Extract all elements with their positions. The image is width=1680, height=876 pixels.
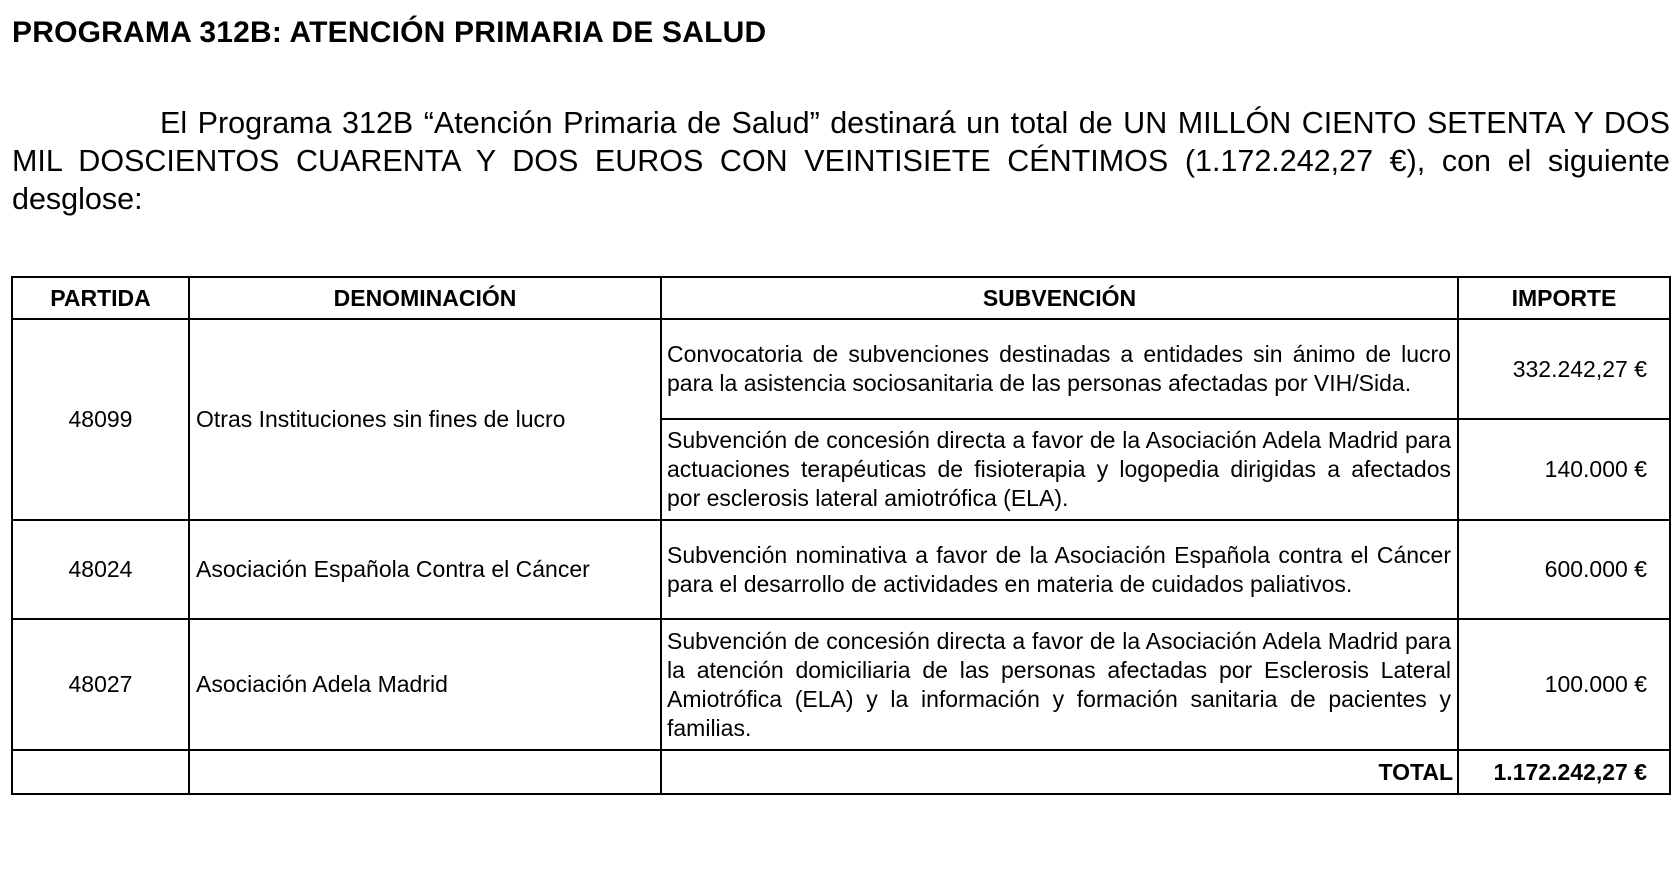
table-header-row [12, 277, 1670, 319]
empty-cell [12, 750, 189, 794]
header-importe: IMPORTE [1458, 277, 1670, 319]
empty-cell [189, 750, 661, 794]
total-value: 1.172.242,27 € [1458, 750, 1670, 794]
importe-cell: 140.000 € [1458, 419, 1670, 520]
header-subvencion: SUBVENCIÓN [661, 277, 1458, 319]
partida-cell: 48024 [12, 520, 189, 619]
total-row [12, 750, 1670, 794]
importe-cell: 600.000 € [1458, 520, 1670, 619]
partida-cell: 48027 [12, 619, 189, 750]
budget-table [11, 276, 1671, 795]
importe-cell: 332.242,27 € [1458, 319, 1670, 419]
subvencion-cell: Subvención de concesión directa a favor de la Asociación Adela Madrid para la atención domiciliaria de las personas afectadas por Esclerosis Lateral Amiotrófica (ELA) y la información y formación sanitaria de pacientes y familias. [661, 619, 1458, 750]
table-row [12, 619, 1670, 750]
subvencion-cell: Subvención nominativa a favor de la Asociación Española contra el Cáncer para el desarrollo de actividades en materia de cuidados paliativos. [661, 520, 1458, 619]
subvencion-cell: Convocatoria de subvenciones destinadas a entidades sin ánimo de lucro para la asistencia sociosanitaria de las personas afectadas por VIH/Sida. [661, 319, 1458, 419]
page-title: PROGRAMA 312B: ATENCIÓN PRIMARIA DE SALUD [12, 16, 767, 49]
header-partida: PARTIDA [12, 277, 189, 319]
table-row [12, 520, 1670, 619]
table-row [12, 319, 1670, 419]
subvencion-cell: Subvención de concesión directa a favor de la Asociación Adela Madrid para actuaciones terapéuticas de fisioterapia y logopedia dirigidas a afectados por esclerosis lateral amiotrófica (ELA). [661, 419, 1458, 520]
denominacion-cell: Otras Instituciones sin fines de lucro [189, 319, 661, 520]
partida-cell: 48099 [12, 319, 189, 520]
total-label: TOTAL [661, 750, 1458, 794]
denominacion-cell: Asociación Española Contra el Cáncer [189, 520, 661, 619]
denominacion-cell: Asociación Adela Madrid [189, 619, 661, 750]
importe-cell: 100.000 € [1458, 619, 1670, 750]
intro-paragraph: El Programa 312B “Atención Primaria de Salud” destinará un total de UN MILLÓN CIENTO SETENTA Y DOS MIL DOSCIENTOS CUARENTA Y DOS EUROS CON VEINTISIETE CÉNTIMOS (1.172.242,27 €), con el siguiente desglose: [12, 106, 1670, 216]
header-denominacion: DENOMINACIÓN [189, 277, 661, 319]
